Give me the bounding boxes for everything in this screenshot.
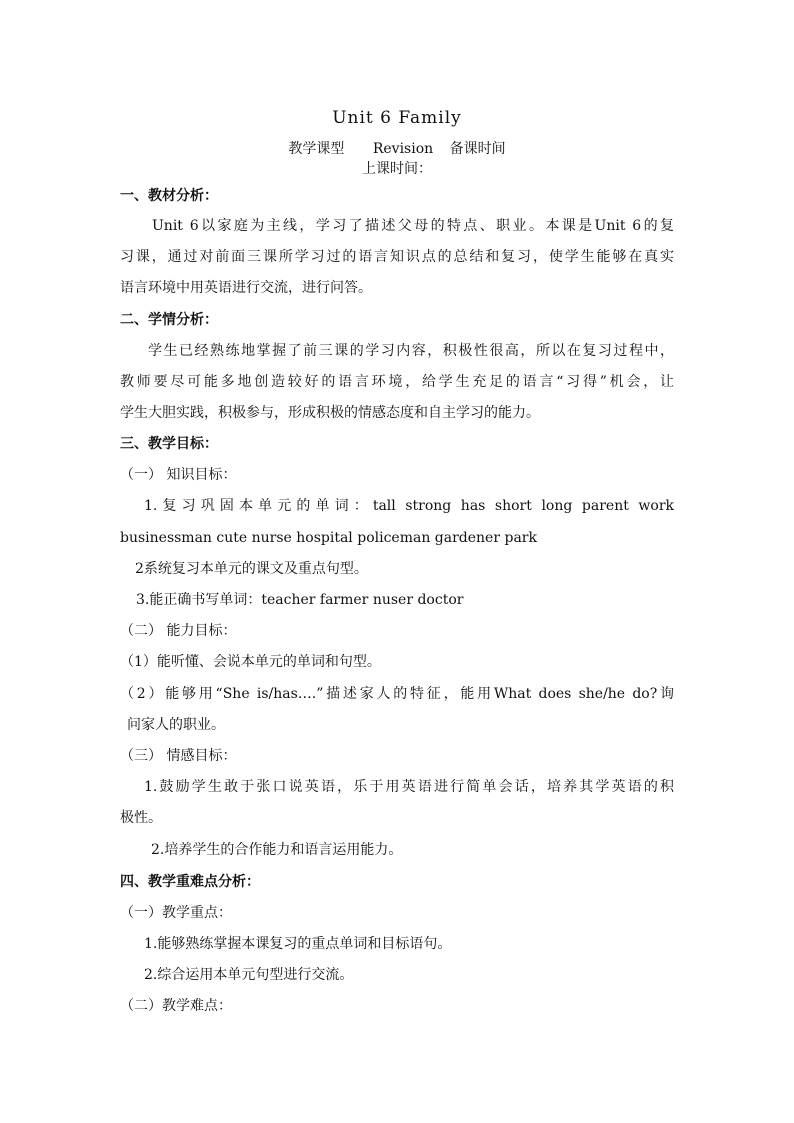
section-heading-student-analysis: 二、学情分析： — [120, 312, 218, 328]
subheading-teaching-difficulty: （二）教学难点： — [120, 998, 232, 1014]
section-heading-teaching-goals: 三、教学目标： — [120, 436, 218, 452]
lesson-type-label: 教学课型 — [288, 141, 345, 157]
subheading-ability-goals: （二） 能力目标： — [120, 623, 237, 639]
lesson-meta-row — [0, 139, 794, 159]
paragraph-line: 习课，通过对前面三课所学习过的语言知识点的总结和复习，使学生能够在真实 — [120, 249, 674, 265]
paragraph-line: Unit 6以家庭为主线，学习了描述父母的特点、职业。本课是Unit 6的复 — [152, 218, 674, 234]
list-item: 3.能正确书写单词：teacher farmer nuser doctor — [136, 592, 464, 608]
list-item: 1.鼓励学生敢于张口说英语，乐于用英语进行简单会话，培养其学英语的积 — [144, 779, 674, 795]
list-item: 2.综合运用本单元句型进行交流。 — [144, 967, 354, 983]
list-item-continuation: businessman cute nurse hospital policeman gardener park — [120, 530, 537, 546]
list-item: 1.能够熟练掌握本课复习的重点单词和目标语句。 — [144, 936, 452, 952]
list-item: 2系统复习本单元的课文及重点句型。 — [135, 561, 368, 577]
list-item-continuation: 极性。 — [120, 810, 162, 826]
class-time-label: 上课时间： — [362, 161, 432, 177]
list-item-continuation: 问家人的职业。 — [127, 717, 225, 733]
paragraph-line: 教师要尽可能多地创造较好的语言环境，给学生充足的语言“习得”机会，让 — [120, 374, 674, 390]
subheading-knowledge-goals: （一） 知识目标： — [120, 467, 237, 483]
paragraph-line: 学生已经熟练地掌握了前三课的学习内容，积极性很高，所以在复习过程中， — [148, 343, 674, 359]
list-item: 2.培养学生的合作能力和语言运用能力。 — [151, 842, 403, 858]
paragraph-line: 语言环境中用英语进行交流，进行问答。 — [120, 280, 372, 296]
list-item: （2）能够用“She is/has….”描述家人的特征，能用What does she/he do?询 — [120, 686, 674, 702]
subheading-teaching-focus: （一）教学重点： — [120, 905, 232, 921]
list-item: （1）能听懂、会说本单元的单词和句型。 — [120, 654, 381, 670]
subheading-emotional-goals: （三） 情感目标： — [120, 748, 237, 764]
document-title: Unit 6 Family — [332, 108, 462, 128]
prep-time-label: 备课时间 — [449, 141, 506, 157]
section-heading-textbook-analysis: 一、教材分析： — [120, 188, 218, 204]
section-heading-key-difficult-points: 四、教学重难点分析： — [120, 874, 260, 890]
list-item: 1.复习巩固本单元的单词：tall strong has short long parent work — [144, 498, 674, 514]
paragraph-line: 学生大胆实践，积极参与，形成积极的情感态度和自主学习的能力。 — [120, 405, 540, 421]
lesson-type-value: Revision — [372, 141, 434, 157]
